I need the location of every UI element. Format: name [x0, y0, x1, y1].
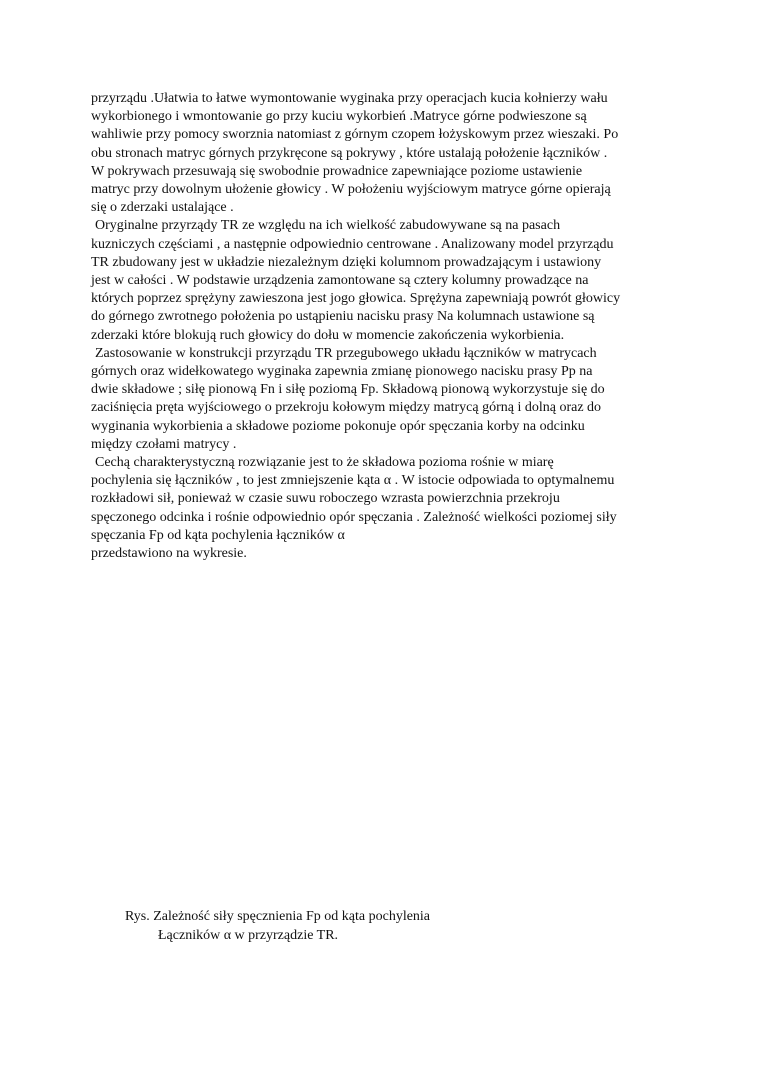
text-line: TR zbudowany jest w układzie niezależnym dzięki kolumnom prowadzającym i ustawiony [91, 254, 602, 270]
text-line: spęczania Fp od kąta pochylenia łączników α [91, 527, 345, 543]
text-line: się o zderzaki ustalające . [91, 200, 234, 216]
figure-caption [125, 907, 430, 945]
text-line: Cechą charakterystyczną rozwiązanie jest to że składowa pozioma rośnie w miarę [95, 455, 554, 471]
text-line: zaciśnięcia pręta wyjściowego o przekroju kołowym między matrycą górną i dolną oraz do [91, 400, 602, 416]
text-line: Oryginalne przyrządy TR ze względu na ich wielkość zabudowywane są na pasach [95, 218, 561, 234]
text-line: do górnego zwrotnego położenia po ustąpieniu nacisku prasy Na kolumnach ustawione są [91, 309, 595, 325]
text-line: których poprzez sprężyny zawieszona jest jogo głowica. Sprężyna zapewniają powrót głowicy [91, 291, 621, 307]
text-line: dwie składowe ; siłę pionową Fn i siłę poziomą Fp. Składową pionową wykorzystuje się do [91, 382, 605, 398]
text-line: przedstawiono na wykresie. [91, 546, 247, 562]
text-line: spęczonego odcinka i rośnie odpowiednio opór spęczania . Zależność wielkości poziomej siły [91, 509, 617, 525]
text-line: wyginania wykorbienia a składowe poziome pokonuje opór spęczania korby na odcinku [91, 418, 585, 434]
text-line: obu stronach matryc górnych przykręcone są pokrywy , które ustalają położenie łączników . [91, 145, 608, 161]
text-line: zderzaki które blokują ruch głowicy do dołu w momencie zakończenia wykorbienia. [91, 327, 565, 343]
text-line: przyrządu .Ułatwia to łatwe wymontowanie wyginaka przy operacjach kucia kołnierzy wału [91, 91, 608, 106]
body-text [91, 90, 681, 563]
text-line: kuzniczych częściami , a następnie odpowiednio centrowane . Analizowany model przyrządu [91, 236, 614, 252]
text-line: pochylenia się łączników , to jest zmniejszenie kąta α . W istocie odpowiada to optymalnemu [91, 473, 615, 489]
text-line: matryc przy dowolnym ułożenie głowicy . W położeniu wyjściowym matryce górne opierają [91, 182, 611, 198]
text-line: między czołami matrycy . [91, 436, 237, 452]
text-line: jest w całości . W podstawie urządzenia zamontowane są cztery kolumny prowadzące na [91, 273, 589, 289]
text-line: górnych oraz widełkowatego wyginaka zapewnia zmianę pionowego nacisku prasy Pp na [91, 364, 593, 380]
text-line: Zastosowanie w konstrukcji przyrządu TR przegubowego układu łączników w matrycach [95, 345, 597, 361]
text-line: W pokrywach przesuwają się swobodnie prowadnice zapewniające poziome ustawienie [91, 163, 583, 179]
text-line: wykorbionego i wmontowanie go przy kuciu wykorbień .Matryce górne podwieszone są [91, 109, 587, 125]
caption-line: Rys. Zależność siły spęcznienia Fp od kąta pochylenia [125, 909, 431, 924]
text-line: wahliwie przy pomocy sworznia natomiast z górnym czopem łożyskowym przez wieszaki. Po [91, 127, 619, 143]
text-line: rozkładowi sił, ponieważ w czasie suwu roboczego wzrasta powierzchnia przekroju [91, 491, 560, 507]
caption-line: Łączników α w przyrządzie TR. [158, 928, 339, 943]
